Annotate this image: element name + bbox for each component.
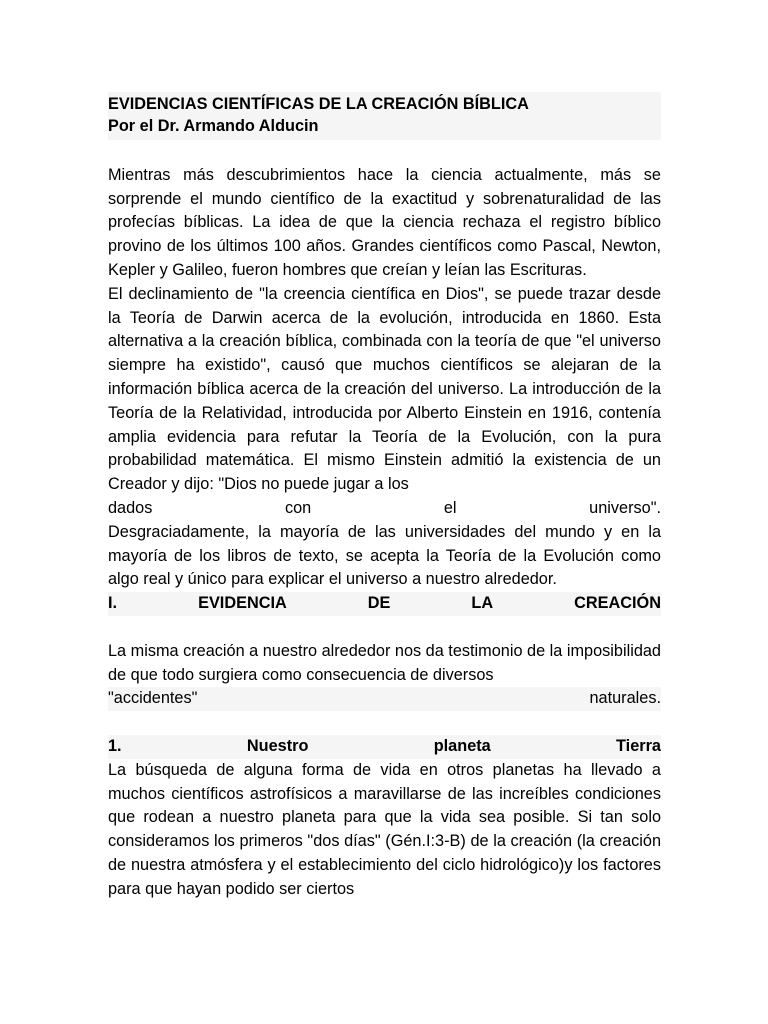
spacer	[108, 711, 661, 735]
word: "accidentes"	[108, 689, 198, 708]
paragraph-3: Desgraciadamente, la mayoría de las universidades del mundo y en la mayoría de los libros de texto, se acepta la Teoría de la Evolución como algo real y único para explicar el universo a nuestro alrededor.	[108, 522, 661, 589]
subsection-1-heading	[108, 735, 661, 759]
spacer	[108, 616, 661, 640]
heading-word: Nuestro	[246, 736, 309, 755]
heading-word: EVIDENCIA	[198, 594, 287, 613]
word: dados	[108, 498, 153, 517]
paragraph-2: El declinamiento de "la creencia científica en Dios", se puede trazar desde la Teoría de Darwin acerca de la evolución, introducida en 1860. Esta alternativa a la creación bíblica, combinada con la teoría de que "el universo siempre ha existido", causó que muchos científicos se alejaran de la información bíblica acerca de la creación del universo. La introducción de la Teoría de la Relatividad, introducida por Alberto Einstein en 1916, contenía amplia evidencia para refutar la Teoría de la Evolución, con la pura probabilidad matemática. El mismo Einstein admitió la existencia de un Creador y dijo: "Dios no puede jugar a los	[108, 284, 661, 494]
heading-word: planeta	[433, 736, 491, 755]
word: naturales.	[589, 689, 661, 708]
author-text: Por el Dr. Armando Alducin	[108, 117, 319, 135]
section-1-heading	[108, 592, 661, 616]
document-title	[108, 92, 661, 140]
word: con	[284, 498, 312, 517]
heading-word: DE	[367, 594, 391, 613]
subsection-1-paragraph: La búsqueda de alguna forma de vida en otros planetas ha llevado a muchos científicos astrofísicos a maravillarse de las increíbles condiciones que rodean a nuestro planeta para que la vida sea posible. Si tan solo consideramos los primeros "dos días" (Gén.I:3-B) de la creación (la creación de nuestra atmósfera y el establecimiento del ciclo hidrológico)y los factores para que hayan podido ser ciertos	[108, 760, 661, 898]
heading-word: Tierra	[616, 736, 661, 755]
heading-word: CREACIÓN	[574, 594, 661, 613]
word: el	[443, 498, 457, 517]
word: universo".	[589, 498, 661, 517]
heading-word: 1.	[108, 736, 122, 755]
document-page	[108, 92, 661, 902]
paragraph-2-last-line	[108, 497, 661, 521]
section-1-paragraph-last-line	[108, 687, 661, 711]
title-text: EVIDENCIAS CIENTÍFICAS DE LA CREACIÓN BÍBLICA	[108, 95, 529, 113]
intro-paragraph: Mientras más descubrimientos hace la ciencia actualmente, más se sorprende el mundo científico de la exactitud y sobrenaturalidad de las profecías bíblicas. La idea de que la ciencia rechaza el registro bíblico provino de los últimos 100 años. Grandes científicos como Pascal, Newton, Kepler y Galileo, fueron hombres que creían y leían las Escrituras.	[108, 165, 661, 279]
section-1-paragraph: La misma creación a nuestro alrededor nos da testimonio de la imposibilidad de que todo surgiera como consecuencia de diversos	[108, 641, 661, 684]
heading-word: I.	[108, 594, 118, 613]
spacer	[108, 140, 661, 164]
heading-word: LA	[471, 594, 494, 613]
